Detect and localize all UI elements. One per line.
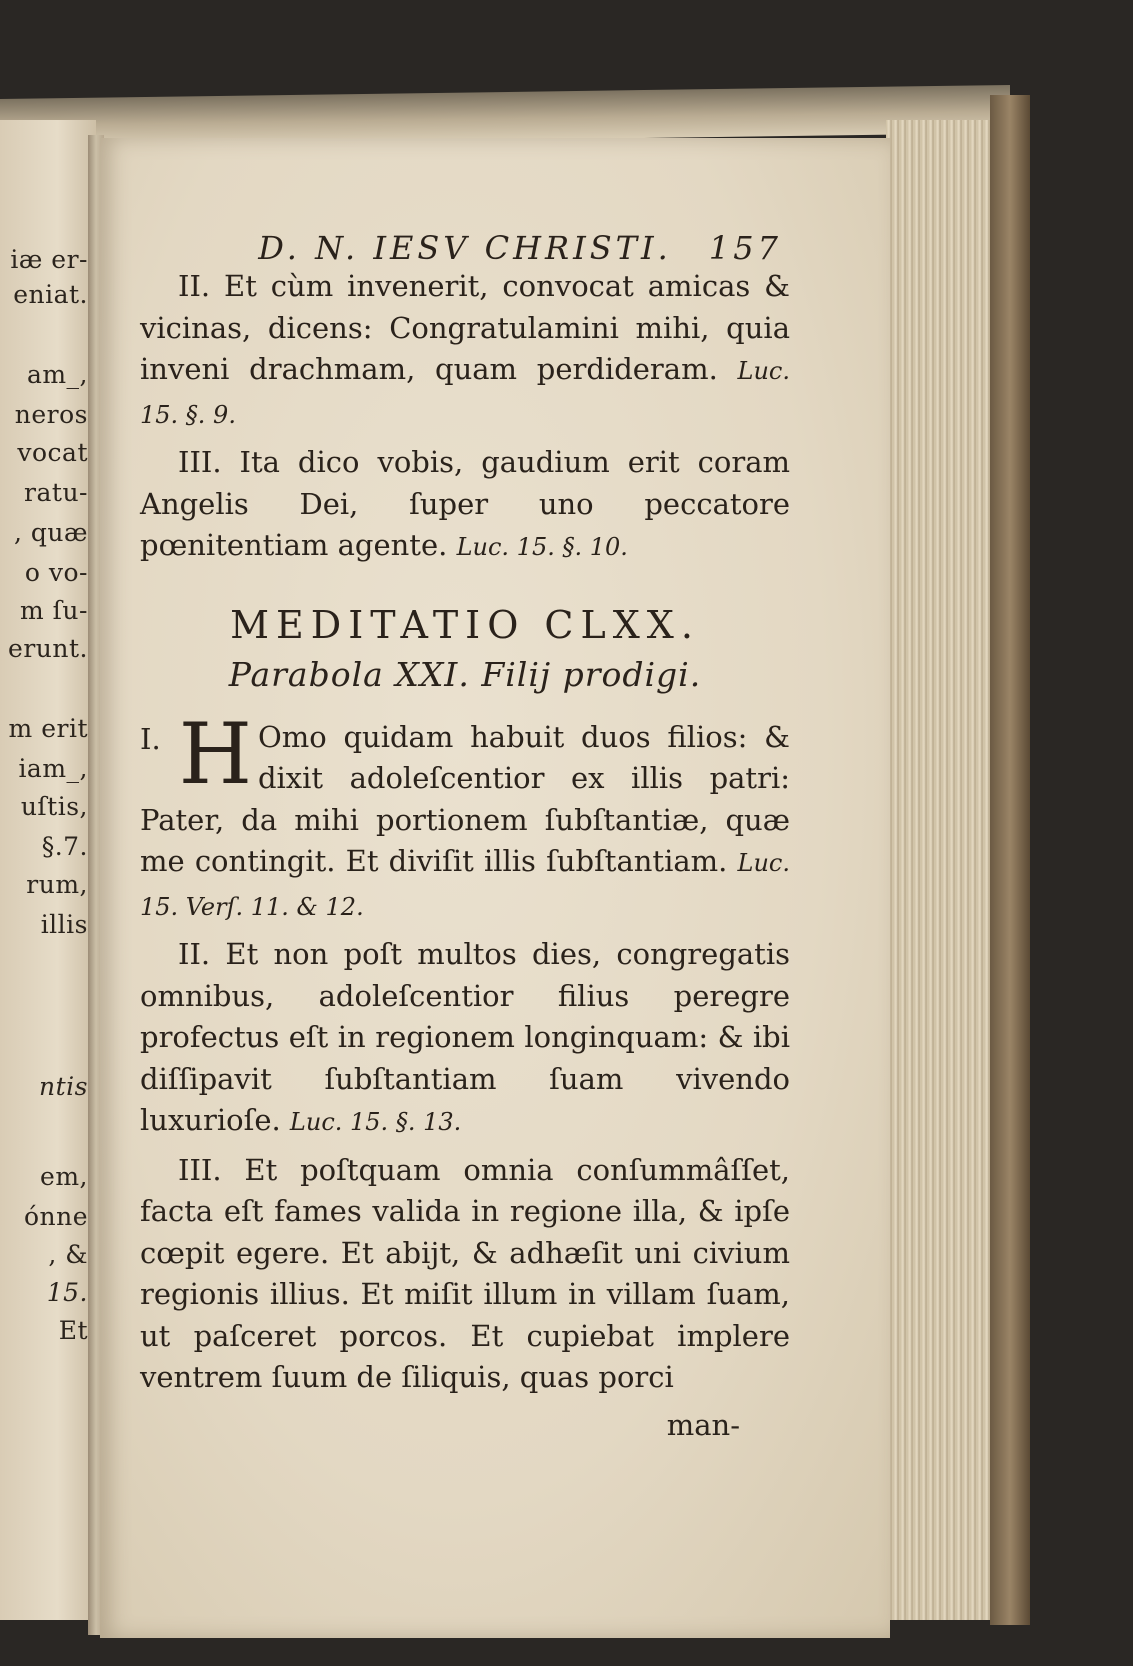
left-text-fragment: em, [40,1162,88,1191]
left-text-fragment: illis [40,910,88,939]
scripture-reference: Luc. 15. §. 10. [456,533,628,561]
running-head-title: D. N. IESV CHRISTI. [258,229,672,267]
left-text-fragment: o vo- [24,558,88,587]
left-text-fragment: 15. [46,1278,88,1307]
scripture-reference: Luc. 15. §. 13. [289,1108,462,1136]
book-cover-edge [990,95,1030,1625]
left-text-fragment: eniat. [13,280,88,309]
scripture-reference: Luc. 15. Verſ. 11. & 12. [140,849,790,921]
left-text-fragment: iæ er- [10,245,88,274]
scripture-reference: Luc. 15. §. 9. [140,357,790,429]
paragraph-number: I. [140,721,161,756]
left-text-fragment: uſtis, [20,792,88,821]
left-text-fragment: Et [58,1316,88,1345]
left-text-fragment: , & [48,1240,88,1269]
meditation-subtitle: Parabola XXI. Filij prodigi. [228,654,702,694]
left-text-fragment: erunt. [8,634,88,663]
running-head [140,230,790,266]
meditation-paragraph-iii [140,1150,790,1399]
left-text-fragment: m ſu- [20,596,88,625]
left-text-fragment: neros [14,400,88,429]
paragraph-ii [140,266,790,436]
left-text-fragment: iam_, [18,754,88,783]
paragraph-text: II. Et cùm invenerit, convocat amicas & vicinas, dicens: Congratulamini mihi, quia inveni drachmam, quam perdideram. [140,269,790,386]
left-text-fragment: am_, [26,360,88,389]
meditation-paragraph-ii [140,934,790,1144]
paragraph-text: III. Et poſtquam omnia conſummâſſet, facta eſt fames valida in regione illa, & ipſe cœpit egere. Et abijt, & adhæſit uni civium regionis illius. Et miſit illum in villam ſuam, ut paſceret porcos. Et cupiebat implere ventrem ſuum de ſiliquis, quas porci [140,1152,790,1394]
paragraph-iii [140,442,790,569]
left-text-fragment: ntis [39,1072,88,1101]
meditation-paragraph-i [140,704,790,929]
left-text-fragment: rum, [26,870,88,899]
left-text-fragment: ratu- [24,478,88,507]
paragraph-text: II. Et non poſt multos dies, congregatis omnibus, adoleſcentior filius peregre profectus eſt in regionem longinquam: & ibi diſſipavit ſubſtantiam ſuam vivendo luxurioſe. [140,937,790,1137]
paragraph-text: Omo quidam habuit duos filios: & dixit adoleſcentior ex illis patri: Pater, da mihi portionem ſubſtantiæ, quæ me contingit. Et diviſit illis ſubſtantiam. [140,719,790,878]
left-text-fragment: §.7. [41,832,88,861]
left-text-fragment: m erit [8,714,88,743]
paragraph-text: III. Ita dico vobis, gaudium erit coram Angelis Dei, ſuper uno peccatore pœnitentiam agente. [140,445,790,562]
left-text-fragment: , quæ [14,518,88,547]
page-text-block [140,230,790,1446]
page-number: 157 [708,229,782,267]
meditation-title: MEDITATIO CLXX. [230,602,700,647]
catchword: man- [666,1407,740,1442]
left-text-fragment: vocat [17,438,88,467]
left-text-fragment: ónne [23,1202,88,1231]
drop-cap: H [178,704,252,803]
left-page-fragment [0,120,96,1620]
